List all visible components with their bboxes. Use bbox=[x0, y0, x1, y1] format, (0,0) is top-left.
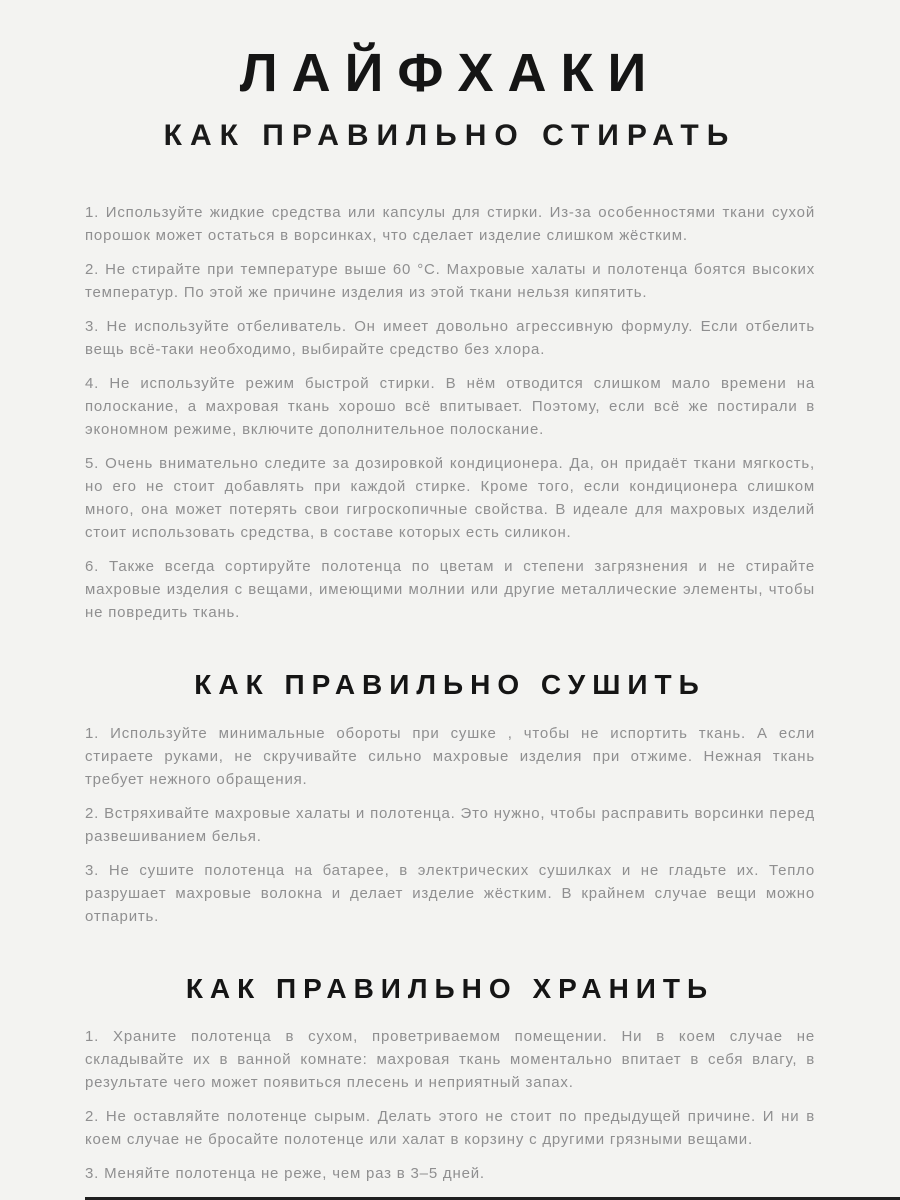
tip-paragraph: 3. Не сушите полотенца на батарее, в электрических сушилках и не гладьте их. Тепло разрушает махровые волокна и делает изделие жёстким. В крайнем случае вещи можно отпарить. bbox=[85, 861, 815, 925]
tip-paragraph: 2. Встряхивайте махровые халаты и полотенца. Это нужно, чтобы расправить ворсинки перед развешиванием белья. bbox=[85, 804, 815, 845]
tip-paragraph: 5. Очень внимательно следите за дозировкой кондиционера. Да, он придаёт ткани мягкость, но его не стоит добавлять при каждой стирке. Кроме того, если кондиционера слишком много, она может потерять свои гигроскопичные свойства. В идеале для махровых изделий стоит использовать средства, в составе которых есть силикон. bbox=[85, 455, 815, 542]
tip-paragraph: 3. Не используйте отбеливатель. Он имеет довольно агрессивную формулу. Если отбелить вещь всё-таки необходимо, выбирайте средство без хлора. bbox=[85, 318, 815, 359]
section-heading: КАК ПРАВИЛЬНО ХРАНИТЬ bbox=[185, 972, 715, 1004]
tip-paragraph: 2. Не стирайте при температуре выше 60 °C. Махровые халаты и полотенца боятся высоких температур. По этой же причине изделия из этой ткани нельзя кипятить. bbox=[85, 261, 815, 302]
page-subtitle: КАК ПРАВИЛЬНО СТИРАТЬ bbox=[163, 119, 737, 153]
page-title: ЛАЙФХАКИ bbox=[239, 43, 661, 103]
tip-paragraph: 6. Также всегда сортируйте полотенца по цветам и степени загрязнения и не стирайте махровые изделия с вещами, имеющими молнии или другие металлические элементы, чтобы не повредить ткань. bbox=[85, 558, 815, 622]
tip-paragraph: 4. Не используйте режим быстрой стирки. В нём отводится слишком мало времени на полоскание, а махровая ткань хорошо всё впитывает. Поэтому, если всё же постирали в экономном режиме, включите дополнительное полоскание. bbox=[85, 375, 815, 439]
tip-paragraph: 1. Используйте минимальные обороты при сушке , чтобы не испортить ткань. А если стираете руками, не скручивайте сильно махровые изделия при отжиме. Нежная ткань требует нежного обращения. bbox=[85, 724, 815, 788]
section-2 bbox=[85, 668, 815, 928]
tip-paragraph: 1. Используйте жидкие средства или капсулы для стирки. Из-за особенностями ткани сухой порошок может остаться в ворсинках, что сделает изделие слишком жёстким. bbox=[85, 204, 815, 245]
sections-container bbox=[85, 201, 815, 1185]
tip-paragraph: 2. Не оставляйте полотенце сырым. Делать этого не стоит по предыдущей причине. И ни в коем случае не бросайте полотенце или халат в корзину с другими грязными вещами. bbox=[85, 1108, 815, 1149]
tip-paragraph: 3. Меняйте полотенца не реже, чем раз в 3–5 дней. bbox=[85, 1165, 485, 1183]
document-header bbox=[85, 42, 815, 155]
section-1 bbox=[85, 201, 815, 624]
section-heading: КАК ПРАВИЛЬНО СУШИТЬ bbox=[194, 669, 706, 701]
tip-paragraph: 1. Храните полотенца в сухом, проветриваемом помещении. Ни в коем случае не складывайте их в ванной комнате: махровая ткань моментально впитает в себя влагу, в результате чего может появиться плесень и неприятный запах. bbox=[85, 1028, 815, 1092]
section-3 bbox=[85, 972, 815, 1186]
